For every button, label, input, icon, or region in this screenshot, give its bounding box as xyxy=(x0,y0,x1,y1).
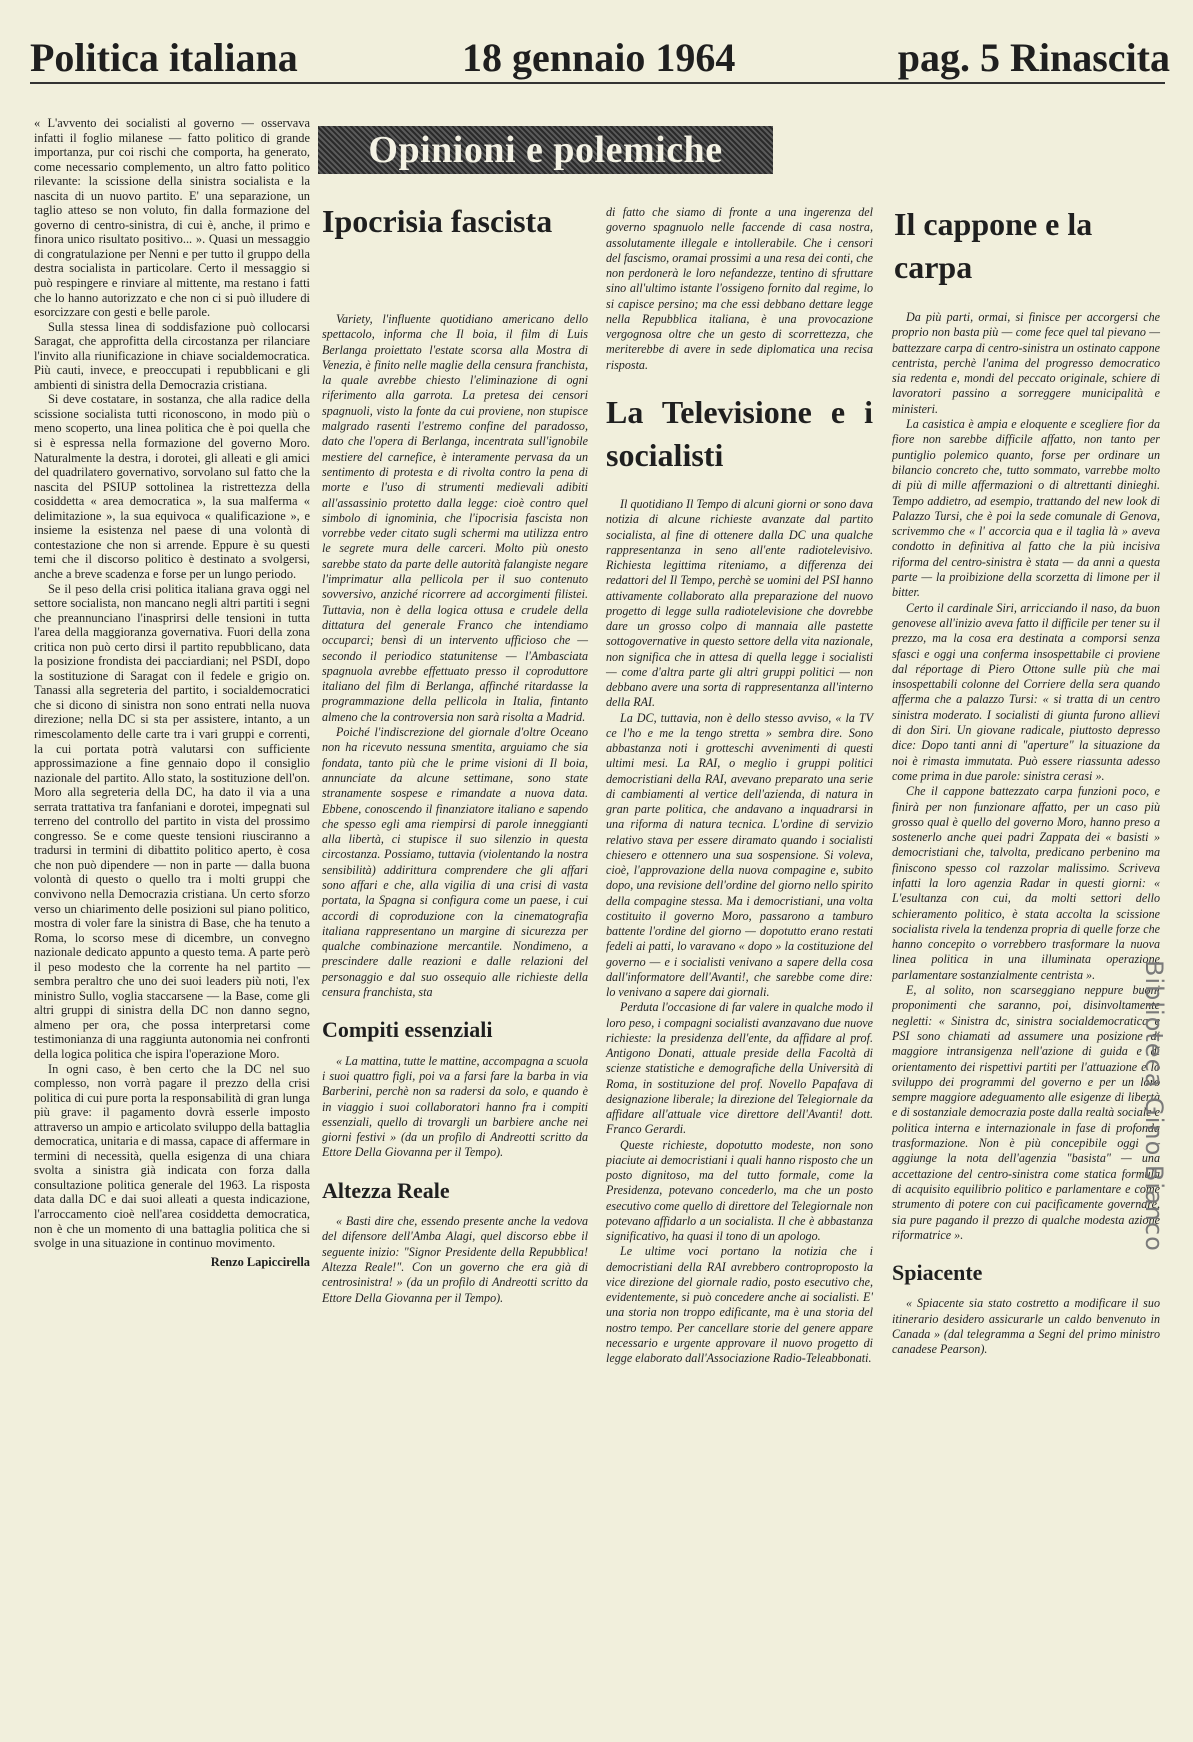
headline-cappone: Il cappone e la carpa xyxy=(894,206,1093,286)
issue-date: 18 gennaio 1964 xyxy=(462,35,736,80)
byline: Renzo Lapiccirella xyxy=(210,1254,310,1269)
article-paragraph: Se il peso della crisi politica italiana grava oggi nel settore socialista, non mancano negli altri partiti i segni che preannunciano l'inasprirsi delle tensioni in tutta l'area della maggioranza governativa. Fuori della zona critica non può certo dirsi il partito repubblicano, data la posizione frondista dei pacciardiani; nel PSDI, dopo la sostituzione di Saragat con il fedele e grigio on. Tanassi alla segreteria del partito, i socialdemocratici che si dicono di sinistra non sono entrati nella nuova direzione; nella DC si sta per assistere, intanto, a un rimescolamento delle carte tra i vari gruppi e correnti, la cui portata potrà valutarsi con sufficiente approssimazione a fine gennaio dopo il consiglio nazionale del partito. Allo stato, la sostituzione dell'on. Moro alla segreteria della DC, ha dato il via a una serrata trattativa tra fanfaniani e dorotei, impegnati sul terreno del controllo del partito in vista del prossimo congresso. Se e come queste tensioni riusciranno a tradursi in termini di dibattito politico aperto, è cosa che non può dipendere — non in parte — dalla buona volontà di questo o quello tra i molti gruppi che convivono nella Democrazia cristiana. Un certo sforzo verso un chiarimento delle posizioni sul piano politico, mostra di voler fare la sinistra di Base, che ha tenuto a Roma, lo scorso mese di dicembre, un convegno nazionale dedicato appunto a questo tema. A parte però il peso modesto che la corrente ha nel partito — sembra peraltro che uno dei suoi leaders più noti, l'ex ministro Sullo, voglia staccarsene — la Base, come gli altri gruppi di sinistra della DC non danno segno, almeno per ora, che possa interpretarsi come testimonianza di una raggiunta autonomia nei confronti della logica politica che ispira l'operazione Moro. xyxy=(34,581,310,1061)
article-paragraph: Il quotidiano Il Tempo di alcuni giorni or sono dava notizia di alcune richieste avanzate dal partito socialista, al fine di ottenere dalla DC una qualche rappresentanza in seno all'ente radiotelevisivo. Richiesta legittima riteniamo, a differenza dei redattori del Il Tempo, perchè se uomini del PSI hanno attivamente collaborato alla preparazione del nuovo progetto di legge sulla radiotelevisione che dovrebbe dare un grosso colpo di mannaia alle pastette sottogovernative in questo settore della vita nazionale, non significa che in attesa di quella legge i socialisti — come d'altra parte gli altri gruppi politici — non debbano avere una sorta di rappresentanza all'interno della RAI. xyxy=(606,497,873,710)
article-paragraph: In ogni caso, è ben certo che la DC nel suo complesso, non vorrà pagare il prezzo della crisi politica di cui pure porta la responsabilità di gran lunga più grave: il pagamento dovrà esserle imposto attraverso un ampio e articolato sviluppo della battaglia democratica, unitaria e di massa, capace di affermare in termini di necessità, quella esigenza di una chiara svolta a sinistra già indicata con forza dalla consultazione politica generale del 1963. La risposta data dalla DC e dai suoi alleati a questa indicazione, l'arroccamento cioè nell'area cosiddetta democratica, non è che un momento di una battaglia politica che si svolge in una situazione in continuo movimento. xyxy=(34,1061,310,1251)
article-televisione xyxy=(606,205,873,1366)
article-paragraph: Perduta l'occasione di far valere in qualche modo il loro peso, i compagni socialisti avanzavano due nuove richieste: la presidenza dell'ente, da affidare al prof. Antigono Donati, attuale preside della Facoltà di scienze statistiche e demografiche della Università di Roma, in sostituzione del prof. Novello Papafava di designazione liberale; la direzione del Telegiornale da affidare all'attuale vice direttore dell'Avanti! dott. Franco Gerardi. xyxy=(606,1000,873,1137)
article-paragraph: Queste richieste, dopotutto modeste, non sono piaciute ai democristiani i quali hanno risposto che un posto dignitoso, ma del tutto formale, come la Presidenza, potevano concederlo, ma che un posto esecutivo come quello di direttore del Telegiornale non potevano affidarlo a un socialista. Il che è abbastanza significativo, ha quasi il tono di un apologo. xyxy=(606,1137,873,1244)
masthead xyxy=(30,34,1170,78)
headline-televisione: La Televisione e i socialisti xyxy=(606,393,873,473)
headline-ipocrisia: Ipocrisia fascista xyxy=(322,203,553,239)
article-paragraph: Variety, l'influente quotidiano americano dello spettacolo, informa che Il boia, il film di Luis Berlanga proiettato l'estate scorsa alla Mostra di Venezia, è finito nelle maglie della censura franchista, la quale avrebbe chiesto l'eliminazione di ogni riferimento alla garrota. La pretesa dei censori spagnuoli, visto la fonte da cui proviene, non stupisce malgrado rasenti l'estremo confine del paradosso, dato che l'opera di Berlanga, incentrata sull'ignobile mestiere del carnefice, è interamente pervasa da un sentimento di protesta e di rivolta contro la pena di morte e l'uso di strumenti medievali adibiti all'assassinio protetto dalla legge: cioè contro quel simbolo di ignominia, che l'ipocrisia fascista non vorrebbe veder citato sugli schermi ma utilizza entro le segrete mura delle carceri. Molto più onesto sarebbe stato da parte delle autorità falangiste negare l'imprimatur alla pellicola per il suo contenuto sovversivo, anziché ricorrere ad accorgimenti filistei. Tuttavia, non è della logica ottusa e crudele della dittatura del generale Franco che intendiamo occuparci; bensì di un intervento ufficioso che — secondo il periodico statunitense — l'Ambasciata spagnuola avrebbe effettuato presso il coproduttore italiano del film di Berlanga, affinché ritardasse la programmazione della pellicola in Italia, fintanto almeno che la controversia non sarà risolta a Madrid. xyxy=(322,312,588,724)
article-paragraph: Poiché l'indiscrezione del giornale d'oltre Oceano non ha ricevuto nessuna smentita, arguiamo che sia fondata, tanto più che le prime visioni di Il boia, annunciate da alcune settimane, sono state stranamente sospese e rimandate a nuova data. Ebbene, conoscendo il finanziatore italiano e sapendo che spesso egli ama riempirsi di parole inneggianti alla libertà, ci stupisce il suo silenzio in questa circostanza. Possiamo, tuttavia (violentando la nostra sensibilità) addirittura comprendere che gli affari sono affari e che, alla vigilia di una crisi di vasta portata, la Spagna si configura come un paese, i cui accordi di coproduzione con la cinematografia italiana rappresentano un margine di sicurezza per qualche combinazione mercantile. Nondimeno, a prescindere dalle reazioni e dalle relazioni del personaggio e dal suo ossequio alle richieste della censura franchista, sta xyxy=(322,725,588,1000)
article-paragraph: « Spiacente sia stato costretto a modificare il suo itinerario desidero assicurarle un caldo benvenuto in Canada » (dal telegramma a Segni del primo ministro canadese Pearson). xyxy=(892,1296,1160,1357)
article-paragraph: « Basti dire che, essendo presente anche la vedova del difensore dell'Amba Alagi, quel discorso ebbe il seguente inizio: "Signor Presidente della Repubblica! Altezza Reale!". Con un governo che era già di centrosinistra! » (da un profilo di Andreotti scritto da Ettore Della Giovanna per il Tempo). xyxy=(322,1214,588,1305)
article-paragraph: E, al solito, non scarseggiano neppure buoni proponimenti che saranno, poi, disinvoltamente negletti: « Sinistra dc, sinistra socialdemocratica e PSI sono chiamati ad assumere una posizione di maggiore intransigenza nell'azione di guida e di orientamento dei rispettivi partiti per l'attuazione e lo sviluppo dei programmi del governo e per un loro sempre maggiore adeguamento alle esigenze di libertà e di sostanziale democrazia poste dalla realtà sociale e politica interna e internazionale in fase di profonda trasformazione. Non è più concepibile oggi — aggiunge la nota dell'agenzia "basista" — una accettazione del centro-sinistra come statica formula di acquisito equilibrio politico e parlamentare e come strumento di potere con cui pacificamente governare, sia pure pagando il prezzo di qualche modesta azione riformatrice ». xyxy=(892,983,1160,1242)
article-paragraph: Sulla stessa linea di soddisfazione può collocarsi Saragat, che approfitta della circostanza per rilanciare l'invito alla riunificazione in chiave socialdemocratica. Più cauti, invece, e preoccupati i repubblicani e gli ambienti di sinistra della Democrazia cristiana. xyxy=(34,319,310,392)
subhead-spiacente: Spiacente xyxy=(892,1260,983,1286)
subhead-altezza: Altezza Reale xyxy=(322,1177,450,1203)
library-stamp: Biblioteca Gino Bianco xyxy=(1140,960,1168,1252)
article-paragraph: « La mattina, tutte le mattine, accompagna a scuola i suoi quattro figli, poi va a farsi fare la barba in via Barberini, perchè non sa radersi da solo, e quando è in viaggio i suoi collaboratori hanno fra i compiti essenziali, quello di trovargli un barbiere anche nei giorni festivi » (da un profilo di Andreotti scritto da Ettore Della Giovanna per il Tempo). xyxy=(322,1053,588,1160)
page-number: pag. 5 Rinascita xyxy=(897,35,1170,80)
main-article xyxy=(34,116,310,1269)
article-paragraph: Che il cappone battezzato carpa funzioni poco, e finirà per non funzionare affatto, per un caso più grosso qual è quello del governo Moro, hanno preso a sostenerlo anche quei padri Zappata dei « basisti » democristiani che, talvolta, predicano perbenino ma finiscono spesso col razzolar malissimo. Scriveva infatti la loro agenzia Radar in questi giorni: « L'esultanza con cui, da molti settori dello schieramento politico, è stata accolta la scissione socialista rivela la tendenza propria di quelle forze che hanno concepito o vorrebbero trasformare la nuova linea politica in una illuminata operazione parlamentare sostanzialmente centrista ». xyxy=(892,784,1160,982)
article-paragraph: La casistica è ampia e eloquente e scegliere fior da fiore non sarebbe difficile affatto, non tanto per puntiglio polemico quanto, forse per ordinare un bilancio concreto che, tutto sommato, varrebbe molto di più di mille affermazioni o di altrettanti diniеghi. Tempo addietro, ad esempio, trattando del new look di Palazzo Tursi, che è poi la sede comunale di Genova, scrivemmo che « l' accorcia qua e il taglia là » aveva condotto in definitiva al fatto che la più incisiva riforma del centro-sinistra è stata — da anni a questa parte — la proibizione della scorzetta di limone per il bitter. xyxy=(892,417,1160,600)
article-paragraph: di fatto che siamo di fronte a una ingerenza del governo spagnuolo nelle faccende di casa nostra, assolutamente illegale e intollerabile. Che i censori del fascismo, oramai prossimi a una resa dei conti, che non perdonerà le loro nefandezze, tentino di sfruttare sino all'ultimo istante l'ossigeno fornito dal regime, lo si capisce persino; ma che essi debbano dettare legge nella Repubblica italiana, è una provocazione vergognosa oltre che un gesto di scorrettezza, che meriterebbe di avere in sede diplomatica una recisa risposta. xyxy=(606,205,873,372)
article-paragraph: Certo il cardinale Siri, arricciando il naso, da buon genovese all'inizio aveva fatto il difficile per tener su il prezzo, ma la cosa era destinata a comporsi senza sfasci e oggi una conferma insospettabile ci proviene dal réportage di Piero Ottone sulle più che mai insospettabili colonne del Corriere della sera quando afferma che a palazzo Tursi: « si tratta di un centro sinistra moderato. I socialisti di giunta furono allievi di don Siri. Un giovane radicale, piuttosto depresso dice: Dopo tanti anni di "aperture" la situazione da noi è rimasta immutata. Può essere riassunta adesso come prima in due parole: sinistra cerasi ». xyxy=(892,600,1160,783)
article-ipocrisia xyxy=(322,312,588,1306)
article-paragraph: Si deve costatare, in sostanza, che alla radice della scissione socialista tutti riconoscono, in modo più o meno scoperto, una linea politica che è poi quella che si è espressa nella formazione del governo Moro. Naturalmente la destra, i dorotei, gli alleati e gli amici del quadrilatero governativo, sorvolano sul fatto che la nascita del PSIUP sottolinea la ristrettezza della cosiddetta « area democratica », la sua malferma « delimitazione », la sua equivoca « qualificazione », e insieme la esistenza nel paese di una volontà di contestazione che non si arrende. Eppure è su questi temi che il discorso politico è destinato a svolgersi, anche a breve scadenza e forse per un lungo periodo. xyxy=(34,392,310,581)
section-banner: Opinioni e polemiche xyxy=(318,126,773,174)
article-paragraph: La DC, tuttavia, non è dello stesso avviso, « la TV ce l'ho e me la tengo stretta » sembra dire. Sono abbastanza noti i grotteschi avvenimenti di questi ultimi mesi. La RAI, o meglio i gruppi politici democristiani della RAI, avevano preparato una serie di cambiamenti al vertice dell'azienda, di natura in gran parte politica, che andavano a inquadrarsi in una riforma di natura tecnica. L'ordine di servizio relativo stava per essere diramato quando i socialisti chiesero e ottennero una sua sospensione. Si voleva, cioè, l'approvazione della nuova compagine e, subito dopo, una revisione dell'ordine del giorno nello spirito della compagine stessa. Ma i democristiani, una volta costituito il governo Moro, passarono a tamburo battente l'ordine del giorno — dopotutto erano restati fedeli ai patti, lo varavano « dopo » la costituzione del governo — e i socialisti venivano a sapere della cosa dall'informatore dell'Avanti!, che sarebbe come dire: lo venivano a sapere dai giornali. xyxy=(606,710,873,1000)
article-paragraph: Le ultime voci portano la notizia che i democristiani della RAI avrebbero controproposto la vice direzione del giornale radio, posto esecutivo che, evidentemente, si può concedere anche ai socialisti. E' una storia non troppo edificante, ma è una storia del nostro tempo. Per cancellare storie del genere appare necessario e urgente approvare il nuovo progetto di legge elaborato dall'Associazione Radio-Teleabbonati. xyxy=(606,1244,873,1366)
subhead-compiti: Compiti essenziali xyxy=(322,1017,493,1043)
masthead-rule xyxy=(30,82,1165,84)
article-paragraph: Da più parti, ormai, si finisce per accorgersi che proprio non basta più — come fece quel tal pievano — battezzare carpa di centro-sinistra un ostinato cappone centrista, perchè l'anima del progresso democratico sia redenta e, mondi del peccato originale, schiere di lavoratori passino a sorreggere municipalità e ministeri. xyxy=(892,310,1160,416)
article-cappone xyxy=(892,310,1160,1358)
section-title: Politica italiana xyxy=(30,35,298,80)
article-paragraph: « L'avvento dei socialisti al governo — osservava infatti il foglio milanese — fatto politico di grande importanza, pur coi rischi che comporta, ha generato, come necessario complemento, un altro fatto politico rilevante: la scissione della sinistra socialista e la nascita di un nuovo partito. E' una separazione, un taglio atteso se non voluto, fin dalla formazione del governo di centro-sinistra, di cui è, anche, il primo e finora unico risultato positivo... ». Quasi un messaggio di congratulazione per Nenni e per tutto il gruppo della destra socialista in particolare. Certo il messaggio si può respingere e rinviare al mittente, ma restano i fatti che lo hanno autorizzato e che non ci si può illudere di esorcizzare con gesti e belle parole. xyxy=(34,116,310,320)
